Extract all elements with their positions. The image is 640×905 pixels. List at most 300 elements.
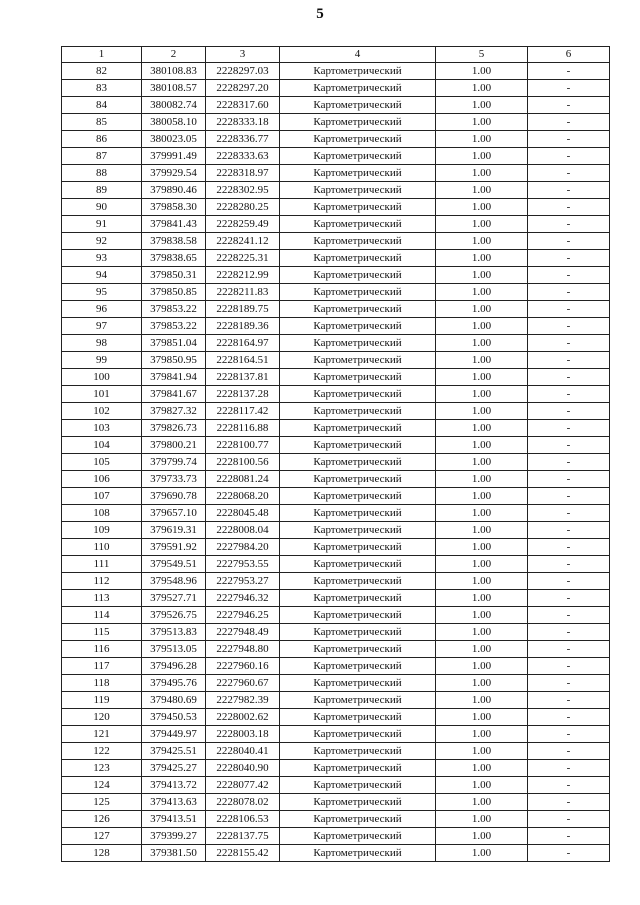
accuracy-cell: 1.00 xyxy=(436,760,528,777)
header-col-3: 3 xyxy=(206,47,280,63)
x-coordinate-cell: 379513.83 xyxy=(142,624,206,641)
table-row xyxy=(62,267,610,284)
page-number: 5 xyxy=(316,6,324,22)
accuracy-cell: 1.00 xyxy=(436,590,528,607)
x-coordinate-cell: 379526.75 xyxy=(142,607,206,624)
accuracy-cell: 1.00 xyxy=(436,556,528,573)
note-cell: - xyxy=(528,369,610,386)
accuracy-cell: 1.00 xyxy=(436,148,528,165)
method-cell: Картометрический xyxy=(280,80,436,97)
coordinates-table xyxy=(61,46,610,862)
accuracy-cell: 1.00 xyxy=(436,624,528,641)
accuracy-cell: 1.00 xyxy=(436,80,528,97)
table-row xyxy=(62,488,610,505)
accuracy-cell: 1.00 xyxy=(436,403,528,420)
y-coordinate-cell: 2228078.02 xyxy=(206,794,280,811)
point-number-cell: 106 xyxy=(62,471,142,488)
accuracy-cell: 1.00 xyxy=(436,743,528,760)
accuracy-cell: 1.00 xyxy=(436,165,528,182)
y-coordinate-cell: 2227953.55 xyxy=(206,556,280,573)
table-row xyxy=(62,420,610,437)
method-cell: Картометрический xyxy=(280,692,436,709)
point-number-cell: 88 xyxy=(62,165,142,182)
table-row xyxy=(62,284,610,301)
point-number-cell: 100 xyxy=(62,369,142,386)
method-cell: Картометрический xyxy=(280,828,436,845)
y-coordinate-cell: 2228241.12 xyxy=(206,233,280,250)
method-cell: Картометрический xyxy=(280,556,436,573)
note-cell: - xyxy=(528,658,610,675)
y-coordinate-cell: 2227948.80 xyxy=(206,641,280,658)
method-cell: Картометрический xyxy=(280,352,436,369)
note-cell: - xyxy=(528,522,610,539)
accuracy-cell: 1.00 xyxy=(436,131,528,148)
method-cell: Картометрический xyxy=(280,97,436,114)
y-coordinate-cell: 2228137.28 xyxy=(206,386,280,403)
note-cell: - xyxy=(528,318,610,335)
table-row xyxy=(62,692,610,709)
point-number-cell: 99 xyxy=(62,352,142,369)
accuracy-cell: 1.00 xyxy=(436,114,528,131)
point-number-cell: 103 xyxy=(62,420,142,437)
table-row xyxy=(62,760,610,777)
method-cell: Картометрический xyxy=(280,131,436,148)
point-number-cell: 125 xyxy=(62,794,142,811)
point-number-cell: 87 xyxy=(62,148,142,165)
table-row xyxy=(62,845,610,862)
table-row xyxy=(62,165,610,182)
accuracy-cell: 1.00 xyxy=(436,216,528,233)
y-coordinate-cell: 2228317.60 xyxy=(206,97,280,114)
y-coordinate-cell: 2228302.95 xyxy=(206,182,280,199)
table-row xyxy=(62,505,610,522)
accuracy-cell: 1.00 xyxy=(436,607,528,624)
note-cell: - xyxy=(528,794,610,811)
note-cell: - xyxy=(528,284,610,301)
y-coordinate-cell: 2227946.25 xyxy=(206,607,280,624)
y-coordinate-cell: 2228155.42 xyxy=(206,845,280,862)
method-cell: Картометрический xyxy=(280,420,436,437)
note-cell: - xyxy=(528,471,610,488)
x-coordinate-cell: 379799.74 xyxy=(142,454,206,471)
table-row xyxy=(62,131,610,148)
method-cell: Картометрический xyxy=(280,539,436,556)
point-number-cell: 118 xyxy=(62,675,142,692)
accuracy-cell: 1.00 xyxy=(436,573,528,590)
method-cell: Картометрический xyxy=(280,318,436,335)
x-coordinate-cell: 380058.10 xyxy=(142,114,206,131)
y-coordinate-cell: 2228297.20 xyxy=(206,80,280,97)
x-coordinate-cell: 379450.53 xyxy=(142,709,206,726)
point-number-cell: 108 xyxy=(62,505,142,522)
accuracy-cell: 1.00 xyxy=(436,811,528,828)
header-col-1: 1 xyxy=(62,47,142,63)
y-coordinate-cell: 2227948.49 xyxy=(206,624,280,641)
note-cell: - xyxy=(528,488,610,505)
y-coordinate-cell: 2228318.97 xyxy=(206,165,280,182)
accuracy-cell: 1.00 xyxy=(436,505,528,522)
table-row xyxy=(62,182,610,199)
note-cell: - xyxy=(528,386,610,403)
note-cell: - xyxy=(528,811,610,828)
table-row xyxy=(62,233,610,250)
note-cell: - xyxy=(528,505,610,522)
x-coordinate-cell: 379496.28 xyxy=(142,658,206,675)
table-row xyxy=(62,658,610,675)
accuracy-cell: 1.00 xyxy=(436,437,528,454)
x-coordinate-cell: 379690.78 xyxy=(142,488,206,505)
x-coordinate-cell: 379838.65 xyxy=(142,250,206,267)
note-cell: - xyxy=(528,845,610,862)
method-cell: Картометрический xyxy=(280,114,436,131)
method-cell: Картометрический xyxy=(280,845,436,862)
note-cell: - xyxy=(528,607,610,624)
table-row xyxy=(62,794,610,811)
y-coordinate-cell: 2228117.42 xyxy=(206,403,280,420)
x-coordinate-cell: 379413.51 xyxy=(142,811,206,828)
method-cell: Картометрический xyxy=(280,794,436,811)
x-coordinate-cell: 379991.49 xyxy=(142,148,206,165)
x-coordinate-cell: 379480.69 xyxy=(142,692,206,709)
table-row xyxy=(62,148,610,165)
table-row xyxy=(62,607,610,624)
point-number-cell: 119 xyxy=(62,692,142,709)
x-coordinate-cell: 379733.73 xyxy=(142,471,206,488)
table-row xyxy=(62,301,610,318)
x-coordinate-cell: 379548.96 xyxy=(142,573,206,590)
x-coordinate-cell: 379853.22 xyxy=(142,301,206,318)
table-body xyxy=(62,63,610,862)
accuracy-cell: 1.00 xyxy=(436,233,528,250)
y-coordinate-cell: 2228137.81 xyxy=(206,369,280,386)
table-row xyxy=(62,471,610,488)
point-number-cell: 97 xyxy=(62,318,142,335)
y-coordinate-cell: 2228280.25 xyxy=(206,199,280,216)
y-coordinate-cell: 2227982.39 xyxy=(206,692,280,709)
x-coordinate-cell: 379449.97 xyxy=(142,726,206,743)
method-cell: Картометрический xyxy=(280,335,436,352)
x-coordinate-cell: 379850.95 xyxy=(142,352,206,369)
method-cell: Картометрический xyxy=(280,488,436,505)
y-coordinate-cell: 2228137.75 xyxy=(206,828,280,845)
method-cell: Картометрический xyxy=(280,726,436,743)
x-coordinate-cell: 379826.73 xyxy=(142,420,206,437)
x-coordinate-cell: 379381.50 xyxy=(142,845,206,862)
table-row xyxy=(62,403,610,420)
y-coordinate-cell: 2227946.32 xyxy=(206,590,280,607)
y-coordinate-cell: 2228297.03 xyxy=(206,63,280,80)
table-row xyxy=(62,454,610,471)
table-row xyxy=(62,335,610,352)
note-cell: - xyxy=(528,726,610,743)
table-row xyxy=(62,80,610,97)
note-cell: - xyxy=(528,63,610,80)
table-row xyxy=(62,675,610,692)
header-col-6: 6 xyxy=(528,47,610,63)
x-coordinate-cell: 379929.54 xyxy=(142,165,206,182)
header-row xyxy=(62,47,610,63)
point-number-cell: 116 xyxy=(62,641,142,658)
point-number-cell: 109 xyxy=(62,522,142,539)
method-cell: Картометрический xyxy=(280,743,436,760)
y-coordinate-cell: 2227960.67 xyxy=(206,675,280,692)
method-cell: Картометрический xyxy=(280,675,436,692)
method-cell: Картометрический xyxy=(280,250,436,267)
point-number-cell: 123 xyxy=(62,760,142,777)
table-row xyxy=(62,63,610,80)
x-coordinate-cell: 379851.04 xyxy=(142,335,206,352)
accuracy-cell: 1.00 xyxy=(436,369,528,386)
y-coordinate-cell: 2227984.20 xyxy=(206,539,280,556)
table-row xyxy=(62,573,610,590)
method-cell: Картометрический xyxy=(280,658,436,675)
y-coordinate-cell: 2228164.51 xyxy=(206,352,280,369)
point-number-cell: 127 xyxy=(62,828,142,845)
x-coordinate-cell: 379657.10 xyxy=(142,505,206,522)
point-number-cell: 113 xyxy=(62,590,142,607)
method-cell: Картометрический xyxy=(280,199,436,216)
note-cell: - xyxy=(528,182,610,199)
accuracy-cell: 1.00 xyxy=(436,420,528,437)
point-number-cell: 128 xyxy=(62,845,142,862)
y-coordinate-cell: 2228333.18 xyxy=(206,114,280,131)
accuracy-cell: 1.00 xyxy=(436,454,528,471)
y-coordinate-cell: 2228116.88 xyxy=(206,420,280,437)
point-number-cell: 83 xyxy=(62,80,142,97)
table-row xyxy=(62,114,610,131)
method-cell: Картометрический xyxy=(280,63,436,80)
table-row xyxy=(62,318,610,335)
method-cell: Картометрический xyxy=(280,607,436,624)
x-coordinate-cell: 379619.31 xyxy=(142,522,206,539)
accuracy-cell: 1.00 xyxy=(436,199,528,216)
accuracy-cell: 1.00 xyxy=(436,301,528,318)
point-number-cell: 117 xyxy=(62,658,142,675)
accuracy-cell: 1.00 xyxy=(436,726,528,743)
accuracy-cell: 1.00 xyxy=(436,522,528,539)
x-coordinate-cell: 379495.76 xyxy=(142,675,206,692)
point-number-cell: 120 xyxy=(62,709,142,726)
method-cell: Картометрический xyxy=(280,267,436,284)
method-cell: Картометрический xyxy=(280,148,436,165)
point-number-cell: 91 xyxy=(62,216,142,233)
note-cell: - xyxy=(528,97,610,114)
method-cell: Картометрический xyxy=(280,573,436,590)
y-coordinate-cell: 2228189.75 xyxy=(206,301,280,318)
y-coordinate-cell: 2228100.77 xyxy=(206,437,280,454)
table-row xyxy=(62,556,610,573)
point-number-cell: 95 xyxy=(62,284,142,301)
x-coordinate-cell: 380023.05 xyxy=(142,131,206,148)
point-number-cell: 102 xyxy=(62,403,142,420)
table-row xyxy=(62,522,610,539)
x-coordinate-cell: 379850.31 xyxy=(142,267,206,284)
table-row xyxy=(62,743,610,760)
y-coordinate-cell: 2227960.16 xyxy=(206,658,280,675)
x-coordinate-cell: 380108.57 xyxy=(142,80,206,97)
y-coordinate-cell: 2228040.41 xyxy=(206,743,280,760)
method-cell: Картометрический xyxy=(280,709,436,726)
note-cell: - xyxy=(528,624,610,641)
point-number-cell: 104 xyxy=(62,437,142,454)
note-cell: - xyxy=(528,216,610,233)
note-cell: - xyxy=(528,573,610,590)
x-coordinate-cell: 379858.30 xyxy=(142,199,206,216)
table-header xyxy=(62,47,610,63)
table-row xyxy=(62,590,610,607)
table-row xyxy=(62,352,610,369)
accuracy-cell: 1.00 xyxy=(436,97,528,114)
x-coordinate-cell: 379591.92 xyxy=(142,539,206,556)
method-cell: Картометрический xyxy=(280,437,436,454)
method-cell: Картометрический xyxy=(280,165,436,182)
note-cell: - xyxy=(528,556,610,573)
accuracy-cell: 1.00 xyxy=(436,335,528,352)
header-col-5: 5 xyxy=(436,47,528,63)
accuracy-cell: 1.00 xyxy=(436,250,528,267)
accuracy-cell: 1.00 xyxy=(436,488,528,505)
method-cell: Картометрический xyxy=(280,182,436,199)
x-coordinate-cell: 379841.43 xyxy=(142,216,206,233)
x-coordinate-cell: 379413.63 xyxy=(142,794,206,811)
accuracy-cell: 1.00 xyxy=(436,267,528,284)
accuracy-cell: 1.00 xyxy=(436,828,528,845)
y-coordinate-cell: 2228040.90 xyxy=(206,760,280,777)
note-cell: - xyxy=(528,233,610,250)
point-number-cell: 96 xyxy=(62,301,142,318)
x-coordinate-cell: 379549.51 xyxy=(142,556,206,573)
point-number-cell: 85 xyxy=(62,114,142,131)
note-cell: - xyxy=(528,590,610,607)
note-cell: - xyxy=(528,828,610,845)
x-coordinate-cell: 379513.05 xyxy=(142,641,206,658)
method-cell: Картометрический xyxy=(280,301,436,318)
x-coordinate-cell: 379399.27 xyxy=(142,828,206,845)
note-cell: - xyxy=(528,437,610,454)
x-coordinate-cell: 379841.67 xyxy=(142,386,206,403)
table-row xyxy=(62,539,610,556)
method-cell: Картометрический xyxy=(280,522,436,539)
note-cell: - xyxy=(528,199,610,216)
point-number-cell: 124 xyxy=(62,777,142,794)
method-cell: Картометрический xyxy=(280,369,436,386)
y-coordinate-cell: 2228225.31 xyxy=(206,250,280,267)
table-row xyxy=(62,709,610,726)
x-coordinate-cell: 379890.46 xyxy=(142,182,206,199)
method-cell: Картометрический xyxy=(280,386,436,403)
x-coordinate-cell: 379853.22 xyxy=(142,318,206,335)
accuracy-cell: 1.00 xyxy=(436,794,528,811)
point-number-cell: 110 xyxy=(62,539,142,556)
note-cell: - xyxy=(528,250,610,267)
point-number-cell: 114 xyxy=(62,607,142,624)
accuracy-cell: 1.00 xyxy=(436,658,528,675)
x-coordinate-cell: 380108.83 xyxy=(142,63,206,80)
point-number-cell: 93 xyxy=(62,250,142,267)
y-coordinate-cell: 2228002.62 xyxy=(206,709,280,726)
accuracy-cell: 1.00 xyxy=(436,63,528,80)
note-cell: - xyxy=(528,709,610,726)
accuracy-cell: 1.00 xyxy=(436,675,528,692)
table-row xyxy=(62,777,610,794)
note-cell: - xyxy=(528,148,610,165)
method-cell: Картометрический xyxy=(280,284,436,301)
y-coordinate-cell: 2228100.56 xyxy=(206,454,280,471)
point-number-cell: 101 xyxy=(62,386,142,403)
accuracy-cell: 1.00 xyxy=(436,386,528,403)
note-cell: - xyxy=(528,692,610,709)
x-coordinate-cell: 379425.27 xyxy=(142,760,206,777)
note-cell: - xyxy=(528,114,610,131)
note-cell: - xyxy=(528,267,610,284)
x-coordinate-cell: 379841.94 xyxy=(142,369,206,386)
note-cell: - xyxy=(528,777,610,794)
table-row xyxy=(62,369,610,386)
header-col-4: 4 xyxy=(280,47,436,63)
accuracy-cell: 1.00 xyxy=(436,318,528,335)
table-row xyxy=(62,199,610,216)
accuracy-cell: 1.00 xyxy=(436,539,528,556)
accuracy-cell: 1.00 xyxy=(436,284,528,301)
point-number-cell: 122 xyxy=(62,743,142,760)
y-coordinate-cell: 2228106.53 xyxy=(206,811,280,828)
point-number-cell: 105 xyxy=(62,454,142,471)
point-number-cell: 111 xyxy=(62,556,142,573)
point-number-cell: 90 xyxy=(62,199,142,216)
point-number-cell: 115 xyxy=(62,624,142,641)
point-number-cell: 82 xyxy=(62,63,142,80)
method-cell: Картометрический xyxy=(280,777,436,794)
y-coordinate-cell: 2228068.20 xyxy=(206,488,280,505)
table-row xyxy=(62,386,610,403)
table-row xyxy=(62,250,610,267)
y-coordinate-cell: 2228164.97 xyxy=(206,335,280,352)
x-coordinate-cell: 379527.71 xyxy=(142,590,206,607)
note-cell: - xyxy=(528,131,610,148)
point-number-cell: 126 xyxy=(62,811,142,828)
note-cell: - xyxy=(528,403,610,420)
x-coordinate-cell: 379425.51 xyxy=(142,743,206,760)
y-coordinate-cell: 2228259.49 xyxy=(206,216,280,233)
table-row xyxy=(62,726,610,743)
method-cell: Картометрический xyxy=(280,233,436,250)
y-coordinate-cell: 2227953.27 xyxy=(206,573,280,590)
method-cell: Картометрический xyxy=(280,454,436,471)
note-cell: - xyxy=(528,420,610,437)
accuracy-cell: 1.00 xyxy=(436,709,528,726)
x-coordinate-cell: 379850.85 xyxy=(142,284,206,301)
y-coordinate-cell: 2228003.18 xyxy=(206,726,280,743)
note-cell: - xyxy=(528,743,610,760)
point-number-cell: 94 xyxy=(62,267,142,284)
point-number-cell: 89 xyxy=(62,182,142,199)
method-cell: Картометрический xyxy=(280,641,436,658)
note-cell: - xyxy=(528,165,610,182)
y-coordinate-cell: 2228045.48 xyxy=(206,505,280,522)
method-cell: Картометрический xyxy=(280,216,436,233)
y-coordinate-cell: 2228333.63 xyxy=(206,148,280,165)
note-cell: - xyxy=(528,641,610,658)
accuracy-cell: 1.00 xyxy=(436,845,528,862)
point-number-cell: 98 xyxy=(62,335,142,352)
note-cell: - xyxy=(528,760,610,777)
point-number-cell: 107 xyxy=(62,488,142,505)
method-cell: Картометрический xyxy=(280,624,436,641)
table-row xyxy=(62,437,610,454)
accuracy-cell: 1.00 xyxy=(436,692,528,709)
x-coordinate-cell: 379800.21 xyxy=(142,437,206,454)
note-cell: - xyxy=(528,80,610,97)
